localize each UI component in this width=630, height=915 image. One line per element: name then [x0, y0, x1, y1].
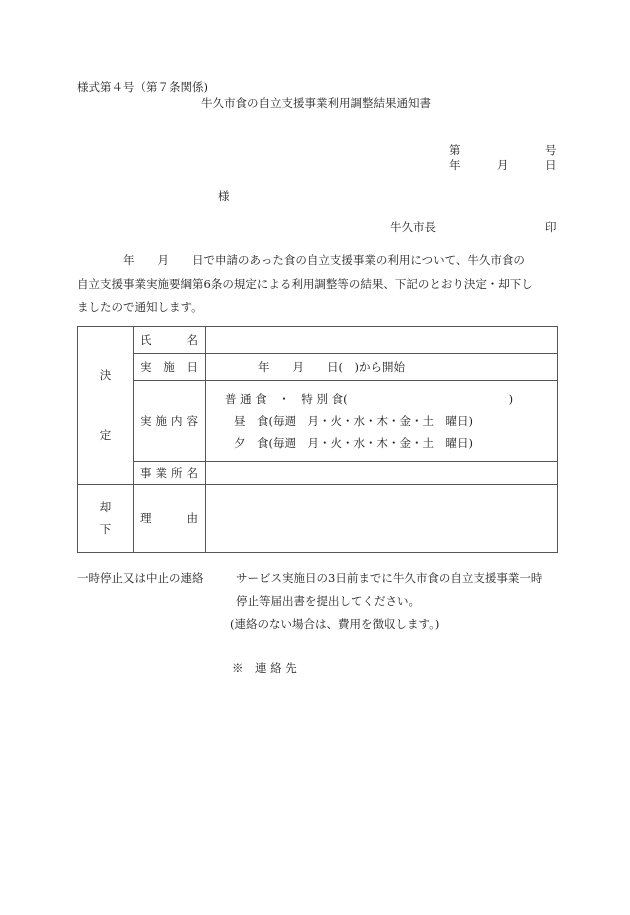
office-name-label: 事 業 所 名: [134, 461, 206, 484]
service-content-field[interactable]: [206, 381, 558, 461]
issuer-name: 牛久市長: [390, 220, 436, 234]
doc-number-prefix: 第: [449, 143, 461, 157]
body-line: 自立支援事業実施要綱第6条の規定による利用調整等の結果、下記のとおり決定・却下し: [77, 276, 533, 291]
dinner-line: 夕 食(毎週 月・火・水・木・金・土 曜日): [234, 435, 473, 450]
name-field[interactable]: [206, 327, 558, 354]
decision-label: 決 定: [78, 327, 134, 485]
contact-label: ※ 連 絡 先: [232, 661, 297, 675]
document-title: 牛久市食の自立支援事業利用調整結果通知書: [201, 96, 431, 110]
body-line: ましたので通知します。: [77, 300, 203, 314]
instruction-line: サービス実施日の3日前までに牛久市食の自立支援事業一時: [236, 571, 543, 585]
body-line: 年 月 日で申請のあった食の自立支援事業の利用について、牛久市食の: [123, 253, 525, 267]
start-date-field[interactable]: 年 月 日( )から開始: [206, 354, 558, 381]
instruction-line: 停止等届出書を提出してください。: [236, 594, 420, 608]
rejection-label: 却 下: [78, 484, 134, 552]
instruction-line: (連絡のない場合は、費用を徴収します。): [230, 617, 440, 631]
issuer-seal: 印: [545, 220, 557, 234]
suspension-label: 一時停止又は中止の連絡: [77, 571, 204, 585]
doc-date-month: 月: [497, 158, 509, 172]
name-label: 氏 名: [134, 327, 206, 354]
suspension-instructions: [230, 567, 543, 636]
meal-type-line: 普 通 食 ・ 特 別 食( ): [225, 391, 514, 406]
start-date-label: 実 施 日: [134, 354, 206, 381]
result-table: [77, 326, 558, 553]
reason-field[interactable]: [206, 484, 558, 552]
doc-date-day: 日: [545, 158, 557, 172]
doc-date-year: 年: [449, 158, 461, 172]
form-label: 様式第４号（第７条関係): [77, 80, 208, 94]
office-name-field[interactable]: [206, 461, 558, 484]
service-content-label: 実 施 内 容: [134, 381, 206, 461]
doc-number-suffix: 号: [545, 143, 557, 157]
notice-body: [77, 249, 559, 320]
lunch-line: 昼 食(毎週 月・火・水・木・金・土 曜日): [234, 413, 473, 428]
addressee-suffix: 様: [218, 189, 230, 203]
reason-label: 理 由: [134, 484, 206, 552]
